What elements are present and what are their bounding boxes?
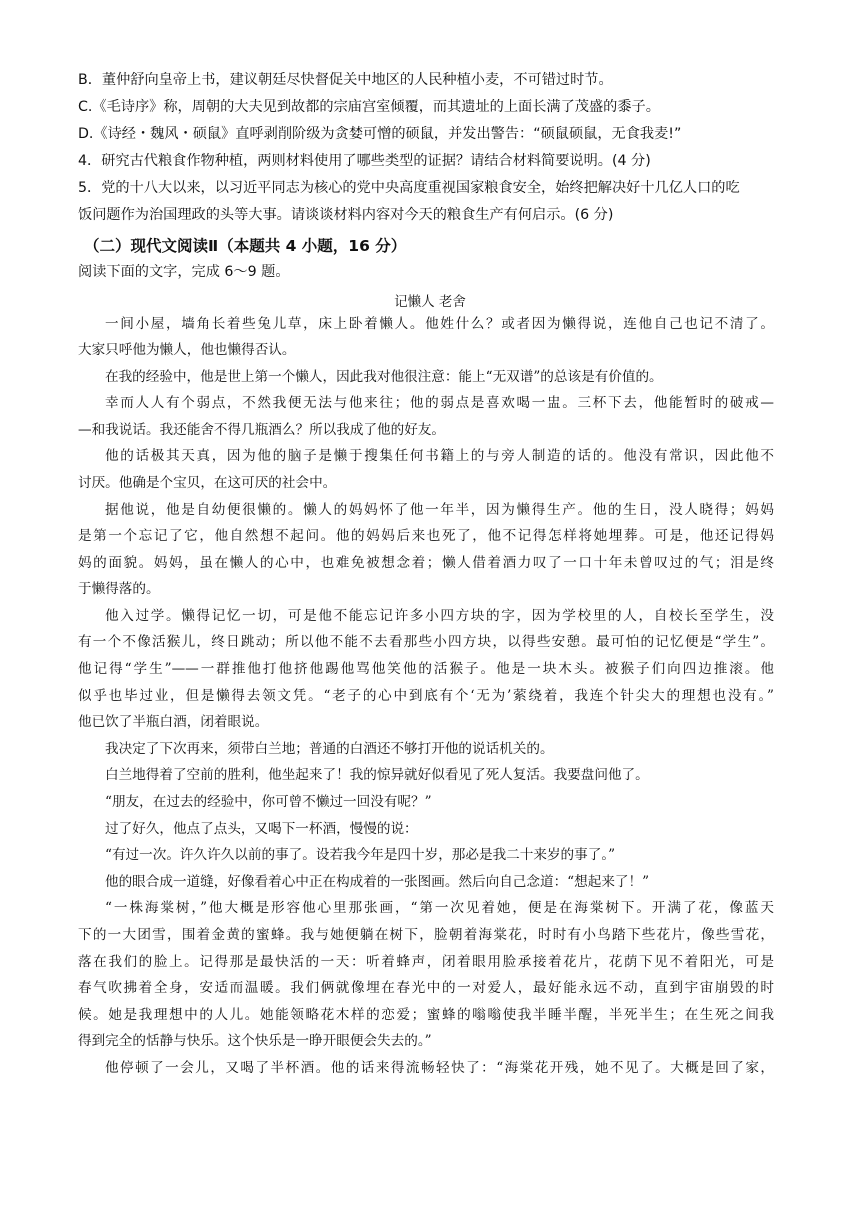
article-line: 落在我们的脸上。记得那是最快活的一天：听着蜂声，闭着眼用脸承接着花片，花荫下见不着阳光，可是 — [78, 954, 774, 970]
article-line: 白兰地得着了空前的胜利，他坐起来了！我的惊异就好似看见了死人复活。我要盘问他了。 — [105, 767, 649, 783]
option-c: C.《毛诗序》称，周朝的大夫见到故都的宗庙宫室倾覆，而其遗址的上面长满了茂盛的黍子。 — [78, 99, 660, 115]
article-line: 有一个不像活猴儿，终日跳动；所以他不能不去看那些小四方块，以得些安憩。最可怕的记忆便是“学生”。 — [78, 634, 774, 650]
article-line: 据他说，他是自幼便很懒的。懒人的妈妈怀了他一年半，因为懒得生产。他的生日，没人晓得；妈妈 — [105, 502, 774, 518]
question-5-line-1: 5．党的十八大以来，以习近平同志为核心的党中央高度重视国家粮食安全，始终把解决好十几亿人口的吃 — [78, 180, 740, 196]
article-line: 得到完全的恬静与快乐。这个快乐是一睁开眼便会失去的。” — [78, 1033, 432, 1049]
article-line: 候。她是我理想中的人儿。她能领略花木样的恋爱；蜜蜂的嗡嗡使我半睡半醒，半死半生；在生死之间我 — [78, 1007, 774, 1023]
question-5-line-2: 饭问题作为治国理政的头等大事。请谈谈材料内容对今天的粮食生产有何启示。(6 分) — [78, 207, 614, 223]
article-line: 他停顿了一会儿，又喝了半杯酒。他的话来得流畅轻快了：“海棠花开残，她不见了。大概是回了家， — [105, 1060, 774, 1076]
question-4: 4．研究古代粮食作物种植，两则材料使用了哪些类型的证据？请结合材料简要说明。(4 分) — [78, 153, 651, 169]
article-line: —和我说话。我还能舍不得几瓶酒么？所以我成了他的好友。 — [78, 422, 446, 438]
article-line: 幸而人人有个弱点，不然我便无法与他来往；他的弱点是喜欢喝一盅。三杯下去，他能暂时的破戒— — [105, 395, 774, 411]
article-line: 下的一大团雪，围着金黄的蜜蜂。我与她便躺在树下，脸朝着海棠花，时时有小鸟踏下些花片，像些雪花， — [78, 927, 774, 943]
article-line: 过了好久，他点了点头，又喝下一杯酒，慢慢的说： — [105, 821, 418, 837]
reading-instruction: 阅读下面的文字，完成 6～9 题。 — [78, 264, 290, 280]
article-line: “一株海棠树，”他大概是形容他心里那张画，“第一次见着她，便是在海棠树下。开满了花，像蓝天 — [105, 900, 774, 916]
article-line: 春气吹拂着全身，安适而温暖。我们俩就像埋在春光中的一对爱人，最好能永远不动，直到宇宙崩毁的时 — [78, 980, 774, 996]
article-line: 在我的经验中，他是世上第一个懒人，因此我对他很注意：能上“无双谱”的总该是有价值的。 — [105, 369, 663, 385]
article-line: 似乎也毕过业，但是懒得去领文凭。“老子的心中到底有个‘无为’萦绕着，我连个针尖大的理想也没有。” — [78, 688, 774, 704]
article-line: 是第一个忘记了它，他自然想不起问。他的妈妈后来也死了，他不记得怎样将她埋葬。可是，他还记得妈 — [78, 528, 774, 544]
option-b: B．董仲舒向皇帝上书，建议朝廷尽快督促关中地区的人民种植小麦，不可错过时节。 — [78, 72, 613, 88]
article-title: 记懒人 老舍 — [394, 294, 466, 310]
article-line: “有过一次。许久许久以前的事了。设若我今年是四十岁，那必是我二十来岁的事了。” — [105, 847, 616, 863]
article-line: 他的话极其天真，因为他的脑子是懒于搜集任何书籍上的与旁人制造的话的。他没有常识，因此他不 — [105, 448, 774, 464]
section-heading: （二）现代文阅读Ⅱ（本题共 4 小题，16 分） — [84, 237, 407, 255]
article-line: “朋友，在过去的经验中，你可曾不懒过一回没有呢？” — [105, 794, 432, 810]
article-line: 一间小屋，墙角长着些兔儿草，床上卧着懒人。他姓什么？或者因为懒得说，连他自己也记不清了。 — [105, 316, 774, 332]
article-line: 妈的面貌。妈妈，虽在懒人的心中，也难免被想念着；懒人借着酒力叹了一口十年未曾叹过的气；泪是终 — [78, 555, 774, 571]
article-line: 他记得“学生”——一群推他打他挤他踢他骂他笑他的活猴子。他是一块木头。被猴子们向四边推滚。他 — [78, 661, 774, 677]
article-line: 讨厌。他确是个宝贝，在这可厌的社会中。 — [78, 475, 337, 491]
option-d: D.《诗经・魏风・硕鼠》直呼剥削阶级为贪婪可憎的硕鼠，并发出警告：“硕鼠硕鼠，无食我麦!” — [78, 126, 682, 142]
article-line: 他已饮了半瓶白酒，闭着眼说。 — [78, 714, 269, 730]
article-line: 他的眼合成一道缝，好像看着心中正在构成着的一张图画。然后向自己念道：“想起来了！” — [105, 874, 650, 890]
article-line: 我决定了下次再来，须带白兰地；普通的白酒还不够打开他的说话机关的。 — [105, 741, 554, 757]
article-line: 于懒得落的。 — [78, 581, 160, 597]
article-line: 大家只呼他为懒人，他也懒得否认。 — [78, 342, 296, 358]
article-line: 他入过学。懒得记忆一切，可是他不能忘记许多小四方块的字，因为学校里的人，自校长至学生，没 — [105, 608, 774, 624]
